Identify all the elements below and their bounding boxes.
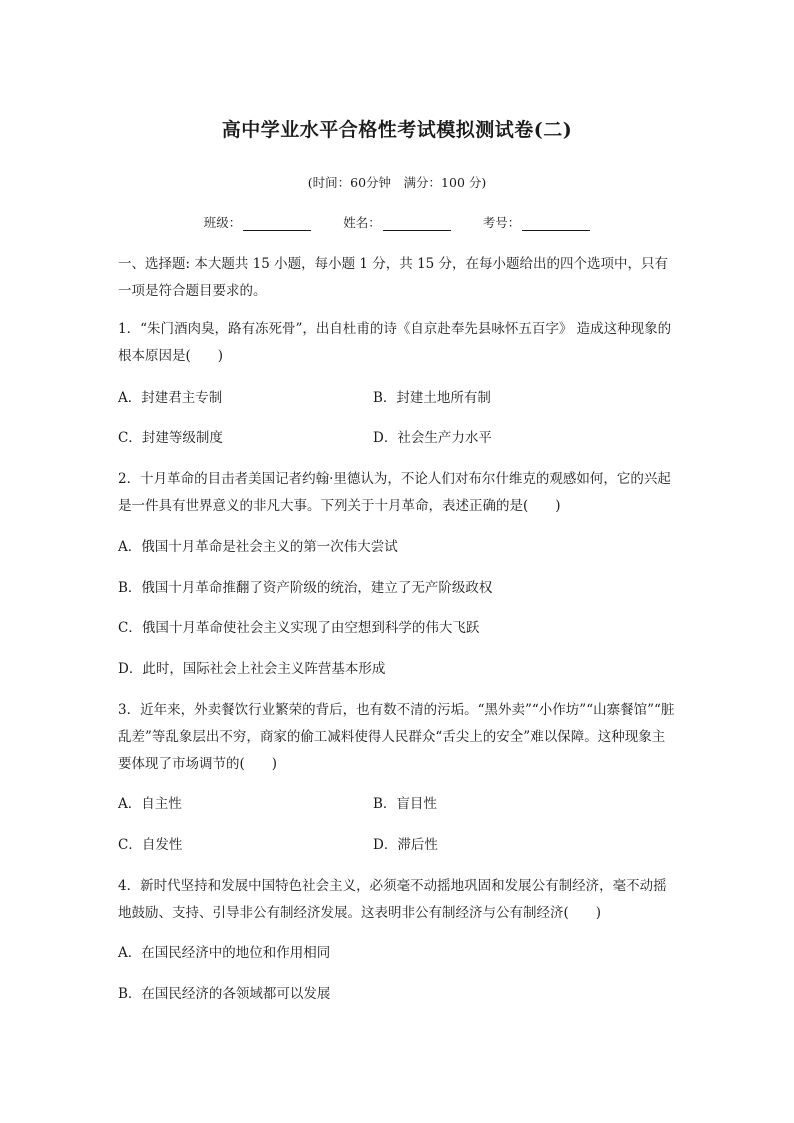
question-3-option-b[interactable]: B．盲目性 [373, 796, 437, 812]
question-4-stem: 4．新时代坚持和发展中国特色社会主义，必须毫不动摇地巩固和发展公有制经济，毫不动摇地鼓励、支持、引导非公有制经济发展。这表明非公有制经济与公有制经济( ) [118, 878, 667, 921]
question-3-option-c[interactable]: C．自发性 [118, 837, 183, 853]
name-field [343, 213, 451, 231]
class-field [204, 213, 312, 231]
question-2-option-d[interactable]: D．此时，国际社会上社会主义阵营基本形成 [118, 661, 386, 677]
question-2-option-a[interactable]: A．俄国十月革命是社会主义的第一次伟大尝试 [118, 539, 398, 555]
question-1-option-b[interactable]: B．封建土地所有制 [373, 390, 491, 406]
id-blank[interactable] [522, 216, 590, 231]
question-1-stem: 1．“朱门酒肉臭，路有冻死骨”，出自杜甫的诗《自京赴奉先县咏怀五百字》 造成这种现象的根本原因是( ) [118, 321, 672, 364]
exam-title: 高中学业水平合格性考试模拟测试卷(二) [221, 119, 573, 141]
question-3-option-a[interactable]: A．自主性 [118, 796, 182, 812]
id-field [483, 213, 591, 231]
student-info-row [0, 213, 794, 231]
exam-subtitle: (时间：60分钟 满分：100 分) [307, 175, 487, 190]
question-3-stem: 3．近年来，外卖餐饮行业繁荣的背后，也有数不清的污垢。“黑外卖”“小作坊”“山寨餐馆”“脏乱差”等乱象层出不穷，商家的偷工减料使得人民群众“舌尖上的安全”难以保障。这种现象主要体现了市场调节的( ) [118, 702, 675, 772]
question-1-option-d[interactable]: D．社会生产力水平 [373, 430, 492, 446]
section-instruction: 一、选择题: 本大题共 15 小题，每小题 1 分，共 15 分，在每小题给出的四个选项中，只有一项是符合题目要求的。 [118, 256, 669, 299]
question-2-option-c[interactable]: C．俄国十月革命使社会主义实现了由空想到科学的伟大飞跃 [118, 620, 480, 636]
question-1-option-a[interactable]: A．封建君主专制 [118, 390, 223, 406]
class-blank[interactable] [243, 216, 311, 231]
name-label: 姓名： [343, 215, 381, 230]
question-3-option-d[interactable]: D．滞后性 [373, 837, 438, 853]
question-2-stem: 2．十月革命的目击者美国记者约翰·里德认为，不论人们对布尔什维克的观感如何，它的兴起是一件具有世界意义的非凡大事。下列关于十月革命，表述正确的是( ) [118, 471, 671, 514]
name-blank[interactable] [383, 216, 451, 231]
id-label: 考号： [482, 215, 521, 230]
class-label: 班级： [203, 215, 242, 230]
question-1-option-c[interactable]: C．封建等级制度 [118, 430, 223, 446]
question-4-option-a[interactable]: A．在国民经济中的地位和作用相同 [118, 945, 331, 961]
question-4-option-b[interactable]: B．在国民经济的各领域都可以发展 [118, 986, 331, 1002]
question-2-option-b[interactable]: B．俄国十月革命推翻了资产阶级的统治，建立了无产阶级政权 [118, 580, 493, 596]
